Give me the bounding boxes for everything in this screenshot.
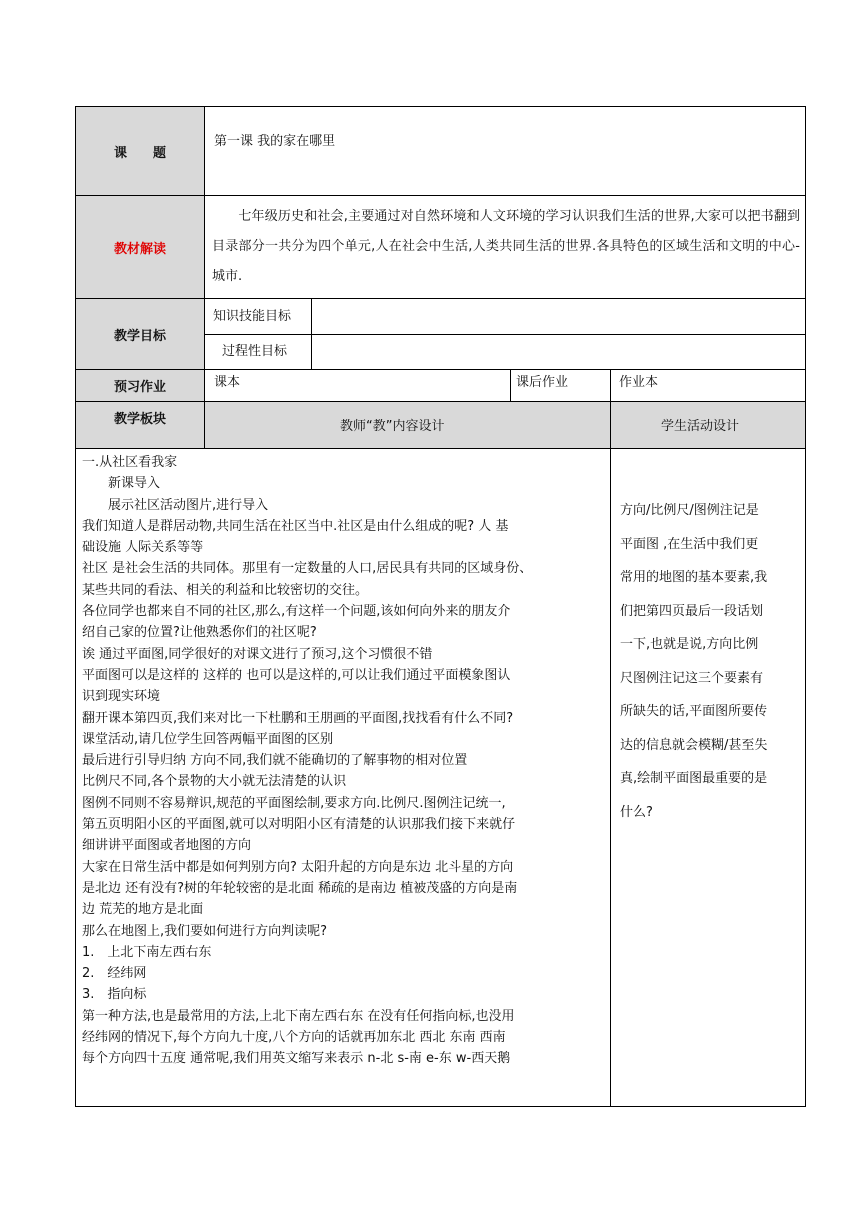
content-line: 1. 上北下南左西右东 bbox=[82, 944, 212, 960]
content-line: 第五页明阳小区的平面图,就可以对明阳小区有清楚的认识那我们接下来就仔 bbox=[82, 817, 516, 833]
goal-label: 教学目标 bbox=[113, 328, 166, 344]
student-line: 方向/比例尺/图例注记是 bbox=[620, 503, 759, 518]
content-line: 我们知道人是群居动物,共同生活在社区当中.社区是由什么组成的呢? 人 基 bbox=[82, 518, 509, 534]
content-line: 图例不同则不容易辩识,规范的平面图绘制,要求方向.比例尺.图例注记统一, bbox=[82, 795, 506, 811]
content-line: 一.从社区看我家 bbox=[82, 455, 178, 470]
topic-label: 课 题 bbox=[113, 145, 166, 161]
preview-value: 课本 bbox=[214, 375, 241, 390]
content-line: 诶 通过平面图,同学很好的对课文进行了预习,这个习惯很不错 bbox=[82, 646, 433, 662]
content-line: 边 荒芜的地方是北面 bbox=[82, 902, 204, 918]
block-label: 教学板块 bbox=[113, 411, 166, 427]
content-line: 那么在地图上,我们要如何进行方向判读呢? bbox=[82, 923, 328, 939]
rule bbox=[510, 370, 511, 401]
rule bbox=[204, 402, 205, 448]
student-line: 常用的地图的基本要素,我 bbox=[620, 570, 768, 585]
content-line: 社区 是社会生活的共同体。那里有一定数量的人口,居民具有共同的区域身份、 bbox=[82, 561, 533, 577]
student-line: 一下,也就是说,方向比例 bbox=[620, 637, 759, 652]
content-line: 绍自己家的位置?让他熟悉你们的社区呢? bbox=[82, 625, 317, 641]
student-line: 真,绘制平面图最重要的是 bbox=[620, 771, 768, 786]
content-line: 最后进行引导归纳 方向不同,我们就不能确切的了解事物的相对位置 bbox=[82, 753, 468, 769]
student-line: 平面图 ,在生活中我们更 bbox=[620, 536, 759, 552]
textbook-text-content: 七年级历史和社会,主要通过对自然环境和人文环境的学习认识我们生活的世界,大家可以把书翻到目录部分一共分为四个单元,人在社会中生活,人类共同生活的世界.各具特色的区域生活和文明的中心-城市. bbox=[212, 209, 800, 284]
content-line: 础设施 人际关系等等 bbox=[82, 540, 204, 556]
content-line: 课堂活动,请几位学生回答两幅平面图的区别 bbox=[82, 731, 334, 747]
goal-knowledge-label: 知识技能目标 bbox=[213, 309, 292, 324]
teacher-column-header: 教师“教”内容设计 bbox=[340, 419, 445, 434]
student-column-header: 学生活动设计 bbox=[661, 419, 740, 434]
rule bbox=[610, 370, 611, 1107]
preview-label: 预习作业 bbox=[113, 380, 166, 395]
content-line: 识到现实环境 bbox=[82, 689, 161, 705]
student-line: 达的信息就会模糊/甚至失 bbox=[620, 737, 768, 753]
content-line: 比例尺不同,各个景物的大小就无法清楚的认识 bbox=[82, 774, 347, 790]
student-line: 所缺失的话,平面图所要传 bbox=[620, 704, 768, 719]
content-line: 第一种方法,也是最常用的方法,上北下南左西右东 在没有任何指向标,也没用 bbox=[82, 1008, 515, 1024]
student-line: 们把第四页最后一段话划 bbox=[620, 603, 764, 619]
rule bbox=[204, 106, 205, 402]
student-line: 尺图例注记这三个要素有 bbox=[620, 670, 764, 686]
content-line: 各位同学也都来自不同的社区,那么,有这样一个问题,该如何向外来的朋友介 bbox=[82, 604, 511, 620]
content-line: 细讲讲平面图或者地图的方向 bbox=[82, 838, 252, 854]
student-line: 什么? bbox=[620, 804, 653, 820]
rule bbox=[204, 334, 806, 335]
textbook-text bbox=[212, 202, 800, 292]
content-line: 2. 经纬网 bbox=[82, 966, 147, 982]
content-line: 大家在日常生活中都是如何判别方向? 太阳升起的方向是东边 北斗星的方向 bbox=[82, 859, 514, 875]
textbook-label: 教材解读 bbox=[113, 241, 166, 257]
rule bbox=[75, 401, 806, 402]
content-line: 经纬网的情况下,每个方向九十度,八个方向的话就再加东北 西北 东南 西南 bbox=[82, 1030, 506, 1046]
topic-value: 第一课 我的家在哪里 bbox=[214, 134, 336, 149]
content-line: 3. 指向标 bbox=[82, 987, 147, 1003]
rule bbox=[75, 448, 806, 449]
content-line: 每个方向四十五度 通常呢,我们用英文缩写来表示 n-北 s-南 e-东 w-西天鹅 bbox=[82, 1051, 511, 1067]
teacher-content bbox=[82, 452, 607, 1070]
student-content bbox=[620, 494, 802, 829]
content-line: 是北边 还有没有?树的年轮较密的是北面 稀疏的是南边 植被茂盛的方向是南 bbox=[82, 880, 518, 896]
rule bbox=[311, 299, 312, 369]
content-line: 翻开课本第四页,我们来对比一下杜鹏和王朋画的平面图,找找看有什么不同? bbox=[82, 710, 514, 726]
content-line: 展示社区活动图片,进行导入 bbox=[82, 497, 269, 513]
homework-label: 课后作业 bbox=[516, 375, 569, 390]
content-line: 平面图可以是这样的 这样的 也可以是这样的,可以让我们通过平面模象图认 bbox=[82, 667, 511, 683]
goal-process-label: 过程性目标 bbox=[222, 344, 288, 359]
content-line: 新课导入 bbox=[82, 476, 161, 492]
content-line: 某些共同的看法、相关的利益和比较密切的交往。 bbox=[82, 582, 369, 598]
homework-value: 作业本 bbox=[619, 375, 659, 390]
